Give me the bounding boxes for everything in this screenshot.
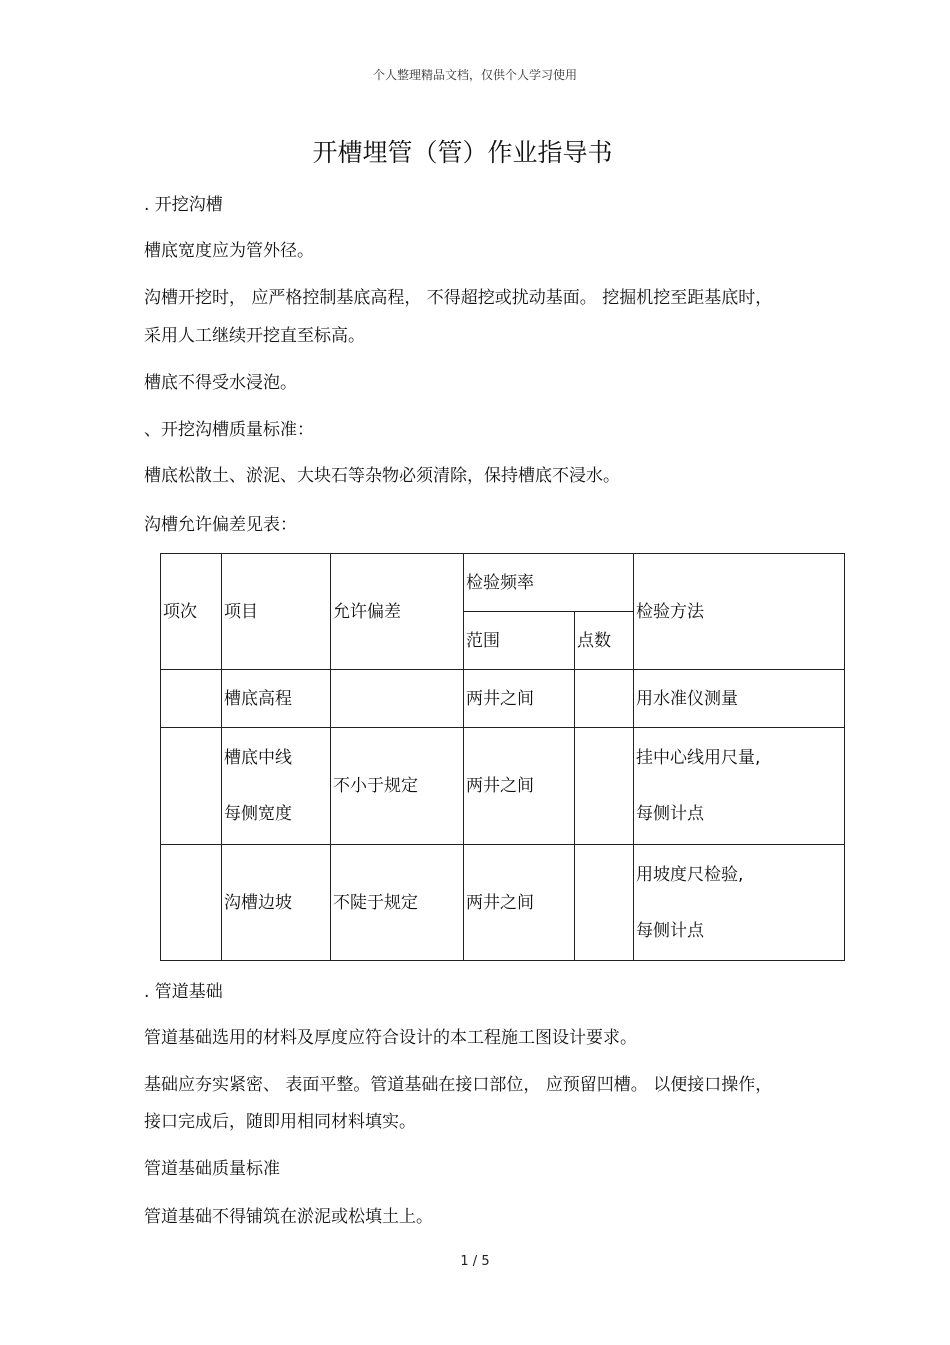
- cell-tolerance: 不小于规定: [331, 728, 464, 845]
- cell-item-line: 每侧宽度: [224, 804, 292, 824]
- cell-method: [634, 845, 845, 961]
- header-cell-tolerance: 允许偏差: [331, 554, 464, 670]
- header-cell-method: 检验方法: [634, 554, 845, 670]
- paragraph: 沟槽开挖时， 应严格控制基底高程， 不得超挖或扰动基面。 挖掘机挖至距基底时，: [144, 288, 773, 308]
- header-cell-no: 项次: [161, 554, 222, 670]
- paragraph: 槽底不得受水浸泡。: [144, 373, 297, 393]
- cell-no: [161, 845, 222, 961]
- cell-no: [161, 670, 222, 728]
- section-heading-foundation: . 管道基础: [144, 982, 223, 1002]
- cell-item: [222, 728, 331, 845]
- section-heading-foundation-quality: 管道基础质量标准: [144, 1159, 280, 1179]
- cell-method-line: 每侧计点: [636, 920, 704, 941]
- page-number: 1 / 5: [460, 1254, 490, 1269]
- cell-tolerance: [331, 670, 464, 728]
- cell-method: [634, 728, 845, 845]
- cell-range: 两井之间: [464, 670, 575, 728]
- paragraph: 采用人工继续开挖直至标高。: [144, 326, 365, 346]
- section-heading-trench: . 开挖沟槽: [144, 195, 223, 215]
- paragraph: 槽底松散土、淤泥、大块石等杂物必须清除，保持槽底不浸水。: [144, 466, 620, 486]
- paragraph: 接口完成后，随即用相同材料填实。: [144, 1112, 416, 1132]
- paragraph: 槽底宽度应为管外径。: [144, 241, 314, 261]
- cell-method-line: 每侧计点: [636, 804, 704, 824]
- header-cell-range: 范围: [464, 612, 575, 670]
- table-row: [161, 728, 845, 845]
- header-cell-item: 项目: [222, 554, 331, 670]
- cell-range: 两井之间: [464, 728, 575, 845]
- paragraph: 管道基础选用的材料及厚度应符合设计的本工程施工图设计要求。: [144, 1028, 637, 1048]
- tolerance-table: [160, 553, 845, 961]
- section-heading-trench-quality: 、开挖沟槽质量标准：: [144, 420, 314, 440]
- table-header-row: [161, 554, 845, 612]
- cell-item: 沟槽边坡: [222, 845, 331, 961]
- paragraph: 基础应夯实紧密、 表面平整。管道基础在接口部位， 应预留凹槽。 以便接口操作，: [144, 1075, 773, 1095]
- cell-range: 两井之间: [464, 845, 575, 961]
- cell-method: 用水准仪测量: [634, 670, 845, 728]
- document-title: 开槽埋管（管）作业指导书: [312, 138, 613, 167]
- header-cell-points: 点数: [575, 612, 634, 670]
- cell-item: 槽底高程: [222, 670, 331, 728]
- cell-points: [575, 728, 634, 845]
- cell-points: [575, 845, 634, 961]
- cell-no: [161, 728, 222, 845]
- paragraph: 管道基础不得铺筑在淤泥或松填土上。: [144, 1207, 433, 1227]
- cell-points: [575, 670, 634, 728]
- cell-tolerance: 不陡于规定: [331, 845, 464, 961]
- cell-item-line: 槽底中线: [224, 748, 292, 768]
- table-intro: 沟槽允许偏差见表：: [144, 515, 297, 535]
- table-row: [161, 670, 845, 728]
- table-row: [161, 845, 845, 961]
- cell-method-line: 挂中心线用尺量,: [636, 748, 761, 768]
- cell-method-line: 用坡度尺检验,: [636, 864, 744, 885]
- header-note: 个人整理精品文档，仅供个人学习使用: [372, 68, 577, 82]
- header-cell-frequency: 检验频率: [464, 554, 634, 612]
